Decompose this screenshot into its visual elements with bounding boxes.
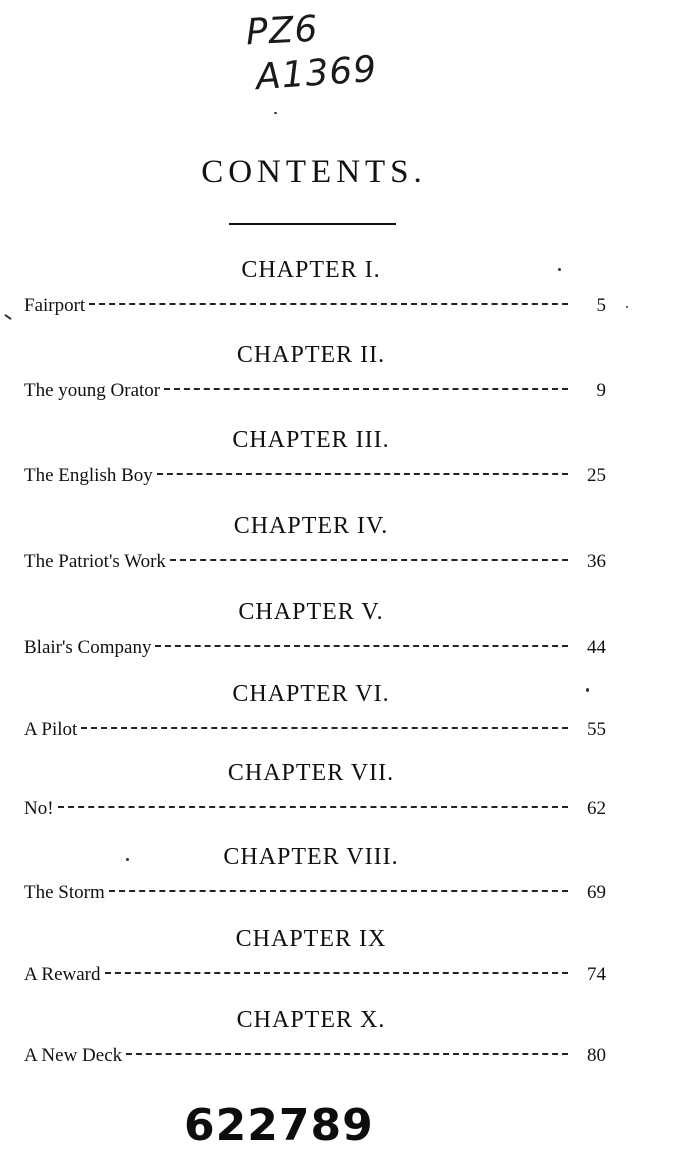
chapter-heading: CHAPTER VII. (227, 760, 395, 786)
dot-leader (164, 388, 568, 390)
chapter-title: A Pilot (24, 719, 78, 740)
toc-row (24, 380, 606, 404)
dot-leader (58, 806, 568, 808)
chapter-title: A Reward (24, 964, 101, 985)
chapter-title: The English Boy (24, 465, 153, 486)
chapter-heading: CHAPTER I. (241, 257, 381, 283)
chapter-title: Fairport (24, 295, 86, 316)
toc-row (24, 551, 606, 575)
page-number: 80 (587, 1045, 606, 1066)
chapter-heading: CHAPTER V. (238, 599, 384, 625)
scan-speck (558, 268, 561, 271)
toc-row (24, 719, 606, 743)
chapter-title: No! (24, 798, 54, 819)
chapter-title: The young Orator (24, 380, 161, 401)
chapter-title: A New Deck (24, 1045, 123, 1066)
chapter-title: Blair's Company (24, 637, 152, 658)
page-number: 55 (587, 719, 606, 740)
call-number-line-2: A1369 (254, 48, 379, 99)
dot-leader (81, 727, 568, 729)
dot-leader (157, 473, 568, 475)
scan-speck (274, 112, 277, 114)
dot-leader (105, 972, 568, 974)
call-number-line-1: PZ6 (244, 8, 320, 54)
chapter-heading: CHAPTER IV. (233, 513, 389, 539)
page-number: 44 (587, 637, 606, 658)
toc-row (24, 637, 606, 661)
toc-row (24, 798, 606, 822)
chapter-heading: CHAPTER VIII. (223, 844, 399, 870)
page-number: 74 (587, 964, 606, 985)
scan-speck (4, 314, 12, 320)
page-number: 9 (596, 380, 606, 401)
dot-leader (155, 645, 568, 647)
page-number: 25 (587, 465, 606, 486)
dot-leader (126, 1053, 568, 1055)
chapter-heading: CHAPTER III. (232, 427, 390, 453)
page-number: 36 (587, 551, 606, 572)
chapter-heading: CHAPTER IX (235, 926, 387, 952)
page-number: 69 (587, 882, 606, 903)
chapter-title: The Patriot's Work (24, 551, 166, 572)
toc-row (24, 882, 606, 906)
dot-leader (89, 303, 568, 305)
scan-speck (126, 858, 129, 861)
toc-row (24, 295, 606, 319)
page-number: 5 (596, 295, 606, 316)
chapter-heading: CHAPTER X. (236, 1007, 386, 1033)
chapter-heading: CHAPTER II. (236, 342, 386, 368)
toc-row (24, 964, 606, 988)
page-title: CONTENTS. (201, 154, 427, 190)
title-underline (229, 223, 396, 225)
dot-leader (170, 559, 568, 561)
scan-speck (626, 306, 628, 308)
toc-row (24, 1045, 606, 1069)
chapter-title: The Storm (24, 882, 105, 903)
chapter-heading: CHAPTER VI. (232, 681, 390, 707)
dot-leader (109, 890, 568, 892)
accession-number: 622789 (184, 1100, 374, 1151)
page-number: 62 (587, 798, 606, 819)
handwritten-call-number (244, 8, 379, 99)
toc-row (24, 465, 606, 489)
scan-speck (586, 688, 589, 692)
